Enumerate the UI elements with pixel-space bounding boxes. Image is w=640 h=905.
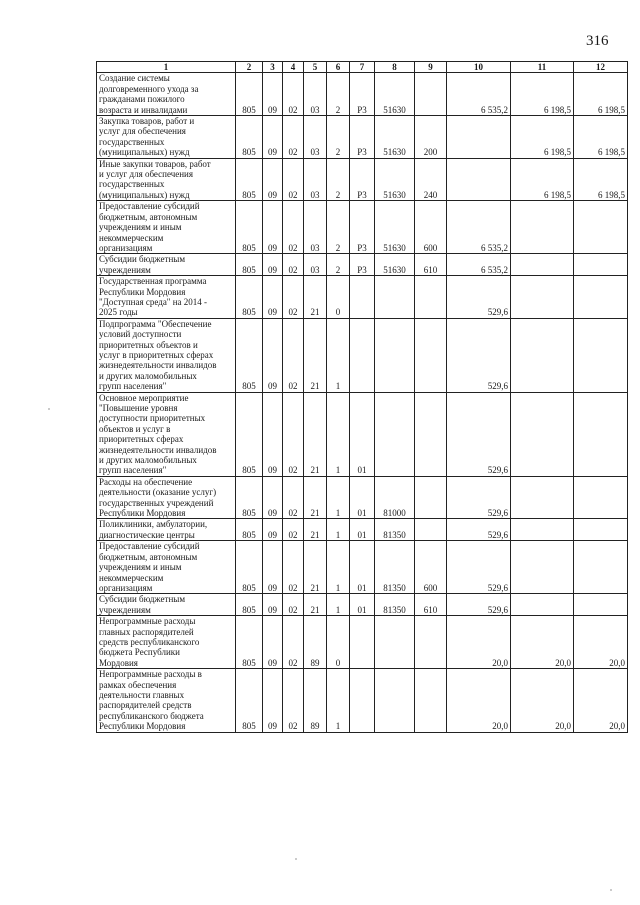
amount-2021-cell: 6 198,5 [511,158,574,201]
subprogram-cell: 1 [327,519,350,541]
program-cell: 21 [304,594,327,616]
row-name-cell: Основное мероприятие "Повышение уровня доступности приоритетных объектов и услуг в приоритетных сферах жизнедеятельности инвалидов и других маломобильных групп населения" [97,392,236,476]
direction-cell [375,616,415,669]
direction-cell [375,276,415,319]
expense-type-cell [415,519,447,541]
row-name-cell: Подпрограмма "Обеспечение условий доступности приоритетных объектов и услуг в приоритетных сферах жизнедеятельности инвалидов и других маломобильных групп населения" [97,318,236,392]
expense-type-cell: 610 [415,254,447,276]
table-row [97,669,628,732]
amount-2022-cell [574,594,628,616]
ministry-code-cell: 805 [236,158,263,201]
row-name-cell: Государственная программа Республики Мордовия "Доступная среда" на 2014 - 2025 годы [97,276,236,319]
subsection-cell: 02 [283,73,304,116]
amount-2021-cell [511,476,574,519]
subsection-cell: 02 [283,254,304,276]
expense-type-cell [415,73,447,116]
column-header: 5 [304,62,327,73]
scan-speck [295,858,297,860]
subsection-cell: 02 [283,276,304,319]
row-name-cell: Предоставление субсидий бюджетным, автономным учреждениям и иным некоммерческим организациям [97,541,236,594]
amount-2022-cell [574,541,628,594]
ministry-code-cell: 805 [236,201,263,254]
amount-2022-cell [574,318,628,392]
section-cell: 09 [263,276,283,319]
amount-2020-cell: 529,6 [447,276,511,319]
event-cell: 01 [350,392,375,476]
row-name-cell: Поликлиники, амбулатории, диагностические центры [97,519,236,541]
event-cell: P3 [350,158,375,201]
direction-cell: 51630 [375,254,415,276]
expense-type-cell: 240 [415,158,447,201]
column-header: 9 [415,62,447,73]
ministry-code-cell: 805 [236,616,263,669]
program-cell: 03 [304,254,327,276]
amount-2020-cell: 529,6 [447,541,511,594]
ministry-code-cell: 805 [236,594,263,616]
program-cell: 03 [304,116,327,159]
event-cell: 01 [350,594,375,616]
amount-2020-cell: 6 535,2 [447,73,511,116]
column-header: 8 [375,62,415,73]
section-cell: 09 [263,116,283,159]
subprogram-cell: 1 [327,476,350,519]
row-name-cell: Непрограммные расходы главных распорядителей средств республиканского бюджета Республики Мордовия [97,616,236,669]
direction-cell: 81350 [375,519,415,541]
table-row [97,201,628,254]
program-cell: 21 [304,392,327,476]
ministry-code-cell: 805 [236,392,263,476]
subprogram-cell: 2 [327,254,350,276]
program-cell: 21 [304,476,327,519]
page-number: 316 [586,33,609,49]
subprogram-cell: 1 [327,541,350,594]
subprogram-cell: 0 [327,276,350,319]
amount-2022-cell: 20,0 [574,669,628,732]
ministry-code-cell: 805 [236,254,263,276]
event-cell [350,318,375,392]
table-body [97,73,628,732]
event-cell: P3 [350,201,375,254]
row-name-cell: Предоставление субсидий бюджетным, автономным учреждениям и иным некоммерческим организациям [97,201,236,254]
program-cell: 21 [304,276,327,319]
amount-2020-cell: 6 535,2 [447,254,511,276]
column-header: 6 [327,62,350,73]
budget-table [96,61,628,733]
row-name-cell: Создание системы долговременного ухода за гражданами пожилого возраста и инвалидами [97,73,236,116]
amount-2020-cell: 529,6 [447,476,511,519]
event-cell: 01 [350,519,375,541]
amount-2021-cell: 20,0 [511,616,574,669]
row-name-cell: Субсидии бюджетным учреждениям [97,594,236,616]
table-row [97,116,628,159]
amount-2021-cell [511,541,574,594]
table-row [97,158,628,201]
amount-2021-cell: 6 198,5 [511,73,574,116]
amount-2022-cell [574,519,628,541]
section-cell: 09 [263,519,283,541]
column-header: 2 [236,62,263,73]
subprogram-cell: 2 [327,116,350,159]
subsection-cell: 02 [283,158,304,201]
section-cell: 09 [263,392,283,476]
subsection-cell: 02 [283,392,304,476]
ministry-code-cell: 805 [236,276,263,319]
amount-2021-cell [511,201,574,254]
amount-2021-cell [511,254,574,276]
subprogram-cell: 2 [327,158,350,201]
column-header: 3 [263,62,283,73]
direction-cell [375,318,415,392]
program-cell: 21 [304,318,327,392]
section-cell: 09 [263,476,283,519]
amount-2021-cell [511,318,574,392]
section-cell: 09 [263,158,283,201]
subsection-cell: 02 [283,476,304,519]
subprogram-cell: 1 [327,392,350,476]
subsection-cell: 02 [283,669,304,732]
amount-2022-cell [574,476,628,519]
program-cell: 21 [304,541,327,594]
column-header: 10 [447,62,511,73]
expense-type-cell [415,669,447,732]
subprogram-cell: 1 [327,669,350,732]
amount-2020-cell: 20,0 [447,616,511,669]
section-cell: 09 [263,669,283,732]
row-name-cell: Непрограммные расходы в рамках обеспечения деятельности главных распорядителей средств республиканского бюджета Республики Мордовия [97,669,236,732]
row-name-cell: Закупка товаров, работ и услуг для обеспечения государственных (муниципальных) нужд [97,116,236,159]
amount-2022-cell: 20,0 [574,616,628,669]
amount-2020-cell [447,116,511,159]
scan-speck [48,408,50,410]
amount-2022-cell: 6 198,5 [574,116,628,159]
direction-cell: 51630 [375,158,415,201]
row-name-cell: Иные закупки товаров, работ и услуг для обеспечения государственных (муниципальных) нужд [97,158,236,201]
subsection-cell: 02 [283,519,304,541]
amount-2020-cell: 529,6 [447,318,511,392]
header-row [97,62,628,73]
program-cell: 03 [304,201,327,254]
amount-2020-cell: 20,0 [447,669,511,732]
column-header: 11 [511,62,574,73]
table-row [97,392,628,476]
table-row [97,276,628,319]
column-header: 12 [574,62,628,73]
amount-2021-cell [511,594,574,616]
amount-2021-cell [511,392,574,476]
amount-2021-cell: 6 198,5 [511,116,574,159]
event-cell [350,669,375,732]
row-name-cell: Расходы на обеспечение деятельности (оказание услуг) государственных учреждений Республики Мордовия [97,476,236,519]
subprogram-cell: 1 [327,318,350,392]
scan-speck [610,889,612,891]
expense-type-cell: 610 [415,594,447,616]
amount-2022-cell: 6 198,5 [574,73,628,116]
program-cell: 89 [304,669,327,732]
amount-2020-cell: 6 535,2 [447,201,511,254]
subsection-cell: 02 [283,616,304,669]
expense-type-cell: 600 [415,201,447,254]
event-cell [350,276,375,319]
section-cell: 09 [263,594,283,616]
section-cell: 09 [263,201,283,254]
table-row [97,541,628,594]
program-cell: 03 [304,158,327,201]
column-header: 4 [283,62,304,73]
ministry-code-cell: 805 [236,476,263,519]
table-row [97,73,628,116]
ministry-code-cell: 805 [236,116,263,159]
direction-cell: 81000 [375,476,415,519]
subsection-cell: 02 [283,541,304,594]
table-row [97,318,628,392]
ministry-code-cell: 805 [236,73,263,116]
subprogram-cell: 2 [327,201,350,254]
ministry-code-cell: 805 [236,519,263,541]
ministry-code-cell: 805 [236,318,263,392]
table-row [97,476,628,519]
event-cell: P3 [350,254,375,276]
expense-type-cell [415,392,447,476]
amount-2020-cell: 529,6 [447,392,511,476]
program-cell: 21 [304,519,327,541]
subsection-cell: 02 [283,594,304,616]
amount-2021-cell [511,276,574,319]
section-cell: 09 [263,318,283,392]
expense-type-cell: 200 [415,116,447,159]
subsection-cell: 02 [283,116,304,159]
direction-cell [375,669,415,732]
subsection-cell: 02 [283,201,304,254]
amount-2022-cell [574,254,628,276]
ministry-code-cell: 805 [236,669,263,732]
section-cell: 09 [263,616,283,669]
table-row [97,254,628,276]
expense-type-cell: 600 [415,541,447,594]
table-row [97,519,628,541]
expense-type-cell [415,616,447,669]
direction-cell: 81350 [375,541,415,594]
program-cell: 03 [304,73,327,116]
direction-cell: 51630 [375,116,415,159]
expense-type-cell [415,476,447,519]
direction-cell: 51630 [375,201,415,254]
table-row [97,616,628,669]
amount-2020-cell [447,158,511,201]
amount-2022-cell [574,201,628,254]
subprogram-cell: 2 [327,73,350,116]
section-cell: 09 [263,541,283,594]
amount-2020-cell: 529,6 [447,594,511,616]
event-cell: 01 [350,541,375,594]
amount-2022-cell [574,392,628,476]
event-cell [350,616,375,669]
event-cell: P3 [350,73,375,116]
event-cell: P3 [350,116,375,159]
event-cell: 01 [350,476,375,519]
subsection-cell: 02 [283,318,304,392]
table-row [97,594,628,616]
row-name-cell: Субсидии бюджетным учреждениям [97,254,236,276]
direction-cell [375,392,415,476]
subprogram-cell: 0 [327,616,350,669]
expense-type-cell [415,276,447,319]
direction-cell: 81350 [375,594,415,616]
amount-2022-cell: 6 198,5 [574,158,628,201]
section-cell: 09 [263,73,283,116]
column-header: 7 [350,62,375,73]
expense-type-cell [415,318,447,392]
column-header: 1 [97,62,236,73]
section-cell: 09 [263,254,283,276]
program-cell: 89 [304,616,327,669]
amount-2021-cell [511,519,574,541]
amount-2021-cell: 20,0 [511,669,574,732]
direction-cell: 51630 [375,73,415,116]
ministry-code-cell: 805 [236,541,263,594]
amount-2020-cell: 529,6 [447,519,511,541]
amount-2022-cell [574,276,628,319]
subprogram-cell: 1 [327,594,350,616]
